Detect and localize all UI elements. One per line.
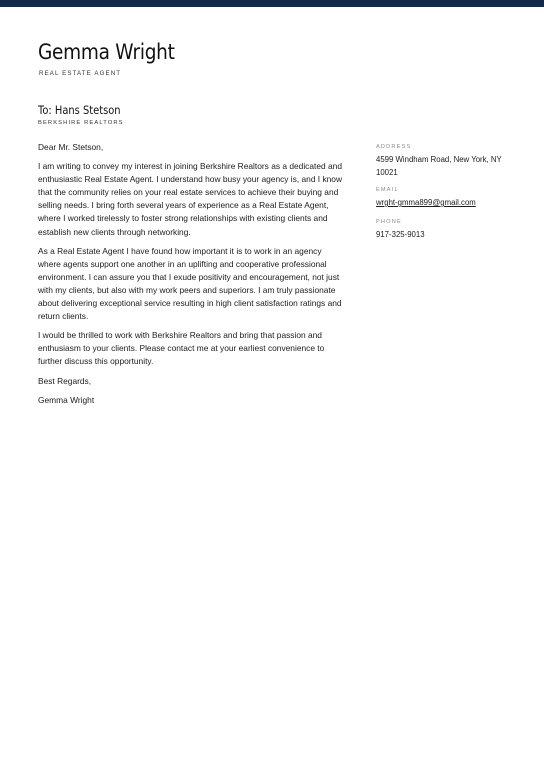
letter-paragraph-3: I would be thrilled to work with Berkshire Realtors and bring that passion and enthusiasm to your clients. Please contact me at your earliest convenience to further discuss this opportunity. xyxy=(38,330,325,367)
contact-sidebar xyxy=(376,143,506,241)
phone-label: PHONE xyxy=(376,219,402,225)
applicant-name: Gemma Wright xyxy=(38,40,175,64)
letter-salutation: Dear Mr. Stetson, xyxy=(38,142,104,152)
letter-paragraph-2: As a Real Estate Agent I have found how important it is to work in an agency where agents support one another in an uplifting and cooperative professional environment. I can assure you that I exude positivity and encouragement, not just with my clients, but also with my work peers and superiors. I am truly passionate about delivering exceptional service resulting in high client satisfaction ratings and return clients. xyxy=(38,245,342,322)
phone-value: 917-325-9013 xyxy=(376,230,425,239)
letter-closing: Best Regards, xyxy=(38,375,92,386)
recipient-name: To: Hans Stetson xyxy=(38,103,121,117)
email-block xyxy=(376,186,506,209)
letter-signature: Gemma Wright xyxy=(38,394,95,405)
email-label: EMAIL xyxy=(376,187,399,193)
letter-paragraph-1: I am writing to convey my interest in joining Berkshire Realtors as a dedicated and enthusiastic Real Estate Agent. I understand how busy your agency is, and I know that the community relies on your real estate services to achieve their buying and selling needs. I bring forth several years of experience as a Real Estate Agent, where I worked tirelessly to foster strong relationships with existing clients and establish new clients through networking. xyxy=(38,161,343,237)
recipient-company: BERKSHIRE REALTORS xyxy=(38,120,124,126)
top-accent-bar xyxy=(0,0,544,7)
address-value: 4599 Windham Road, New York, NY 10021 xyxy=(376,155,502,177)
address-label: ADDRESS xyxy=(376,144,412,150)
letter-body xyxy=(38,141,344,413)
email-link[interactable]: wrght-gmma899@gmail.com xyxy=(376,198,476,207)
applicant-job-title: REAL ESTATE AGENT xyxy=(39,70,122,77)
address-block xyxy=(376,143,506,179)
phone-block xyxy=(376,218,506,241)
